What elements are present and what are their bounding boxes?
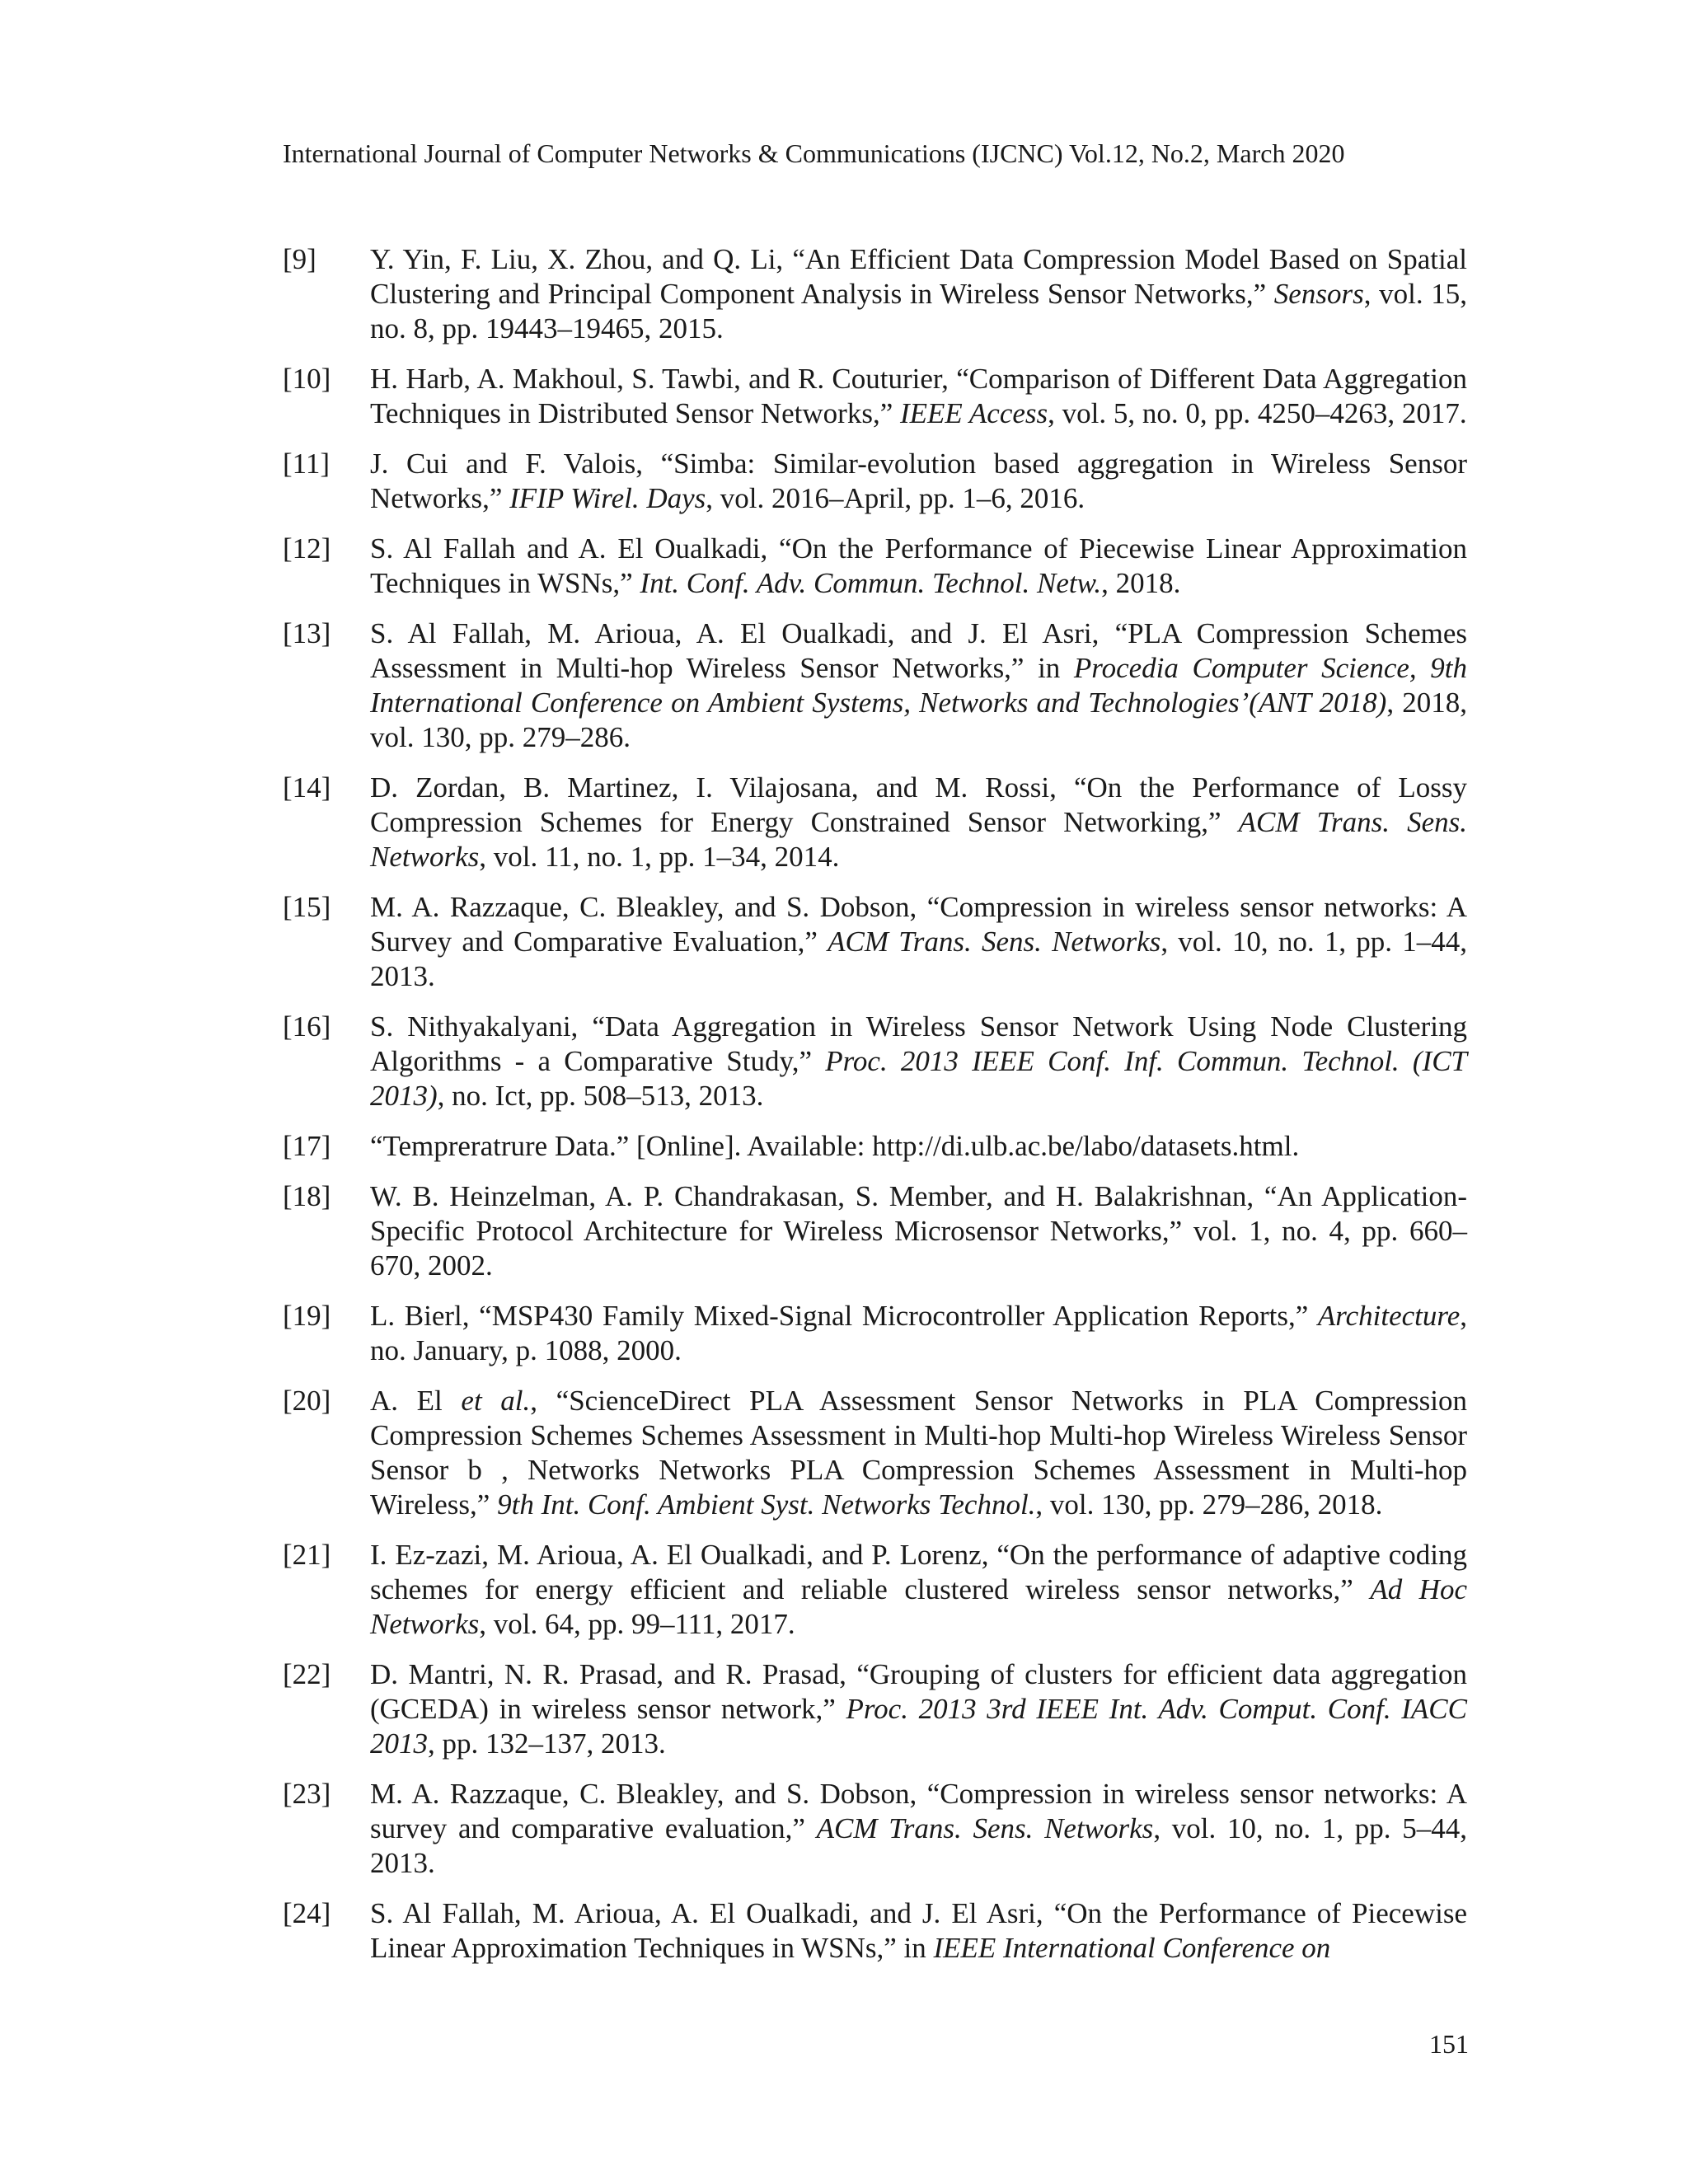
reference-segment: D. Zordan, B. Martinez, I. Vilajosana, and M. Rossi, “On the Performance of Lossy Compression Schemes for Energy Constrained Sensor Networking,” (370, 771, 1467, 838)
running-header: International Journal of Computer Networks & Communications (IJCNC) Vol.12, No.2, March 2020 (283, 138, 1345, 168)
reference-number: [13] (283, 617, 331, 649)
reference-number: [20] (283, 1385, 331, 1417)
reference-text (370, 243, 1467, 344)
reference-number: [9] (283, 243, 316, 275)
reference-segment: , vol. 5, no. 0, pp. 4250–4263, 2017. (1048, 397, 1467, 429)
reference-entry (283, 447, 1467, 516)
reference-segment: D. Mantri, N. R. Prasad, and R. Prasad, “Grouping of clusters for efficient data aggregation (GCEDA) in wireless sensor network,” (370, 1658, 1467, 1725)
reference-segment: Y. Yin, F. Liu, X. Zhou, and Q. Li, “An Efficient Data Compression Model Based on Spatial Clustering and Principal Component Analysis in Wireless Sensor Networks,” (370, 243, 1467, 310)
reference-segment: , vol. 64, pp. 99–111, 2017. (479, 1608, 795, 1640)
reference-segment: S. Al Fallah, M. Arioua, A. El Oualkadi, and J. El Asri, “On the Performance of Piecewise Linear Approximation Techniques in WSNs,” in (370, 1897, 1467, 1964)
reference-venue: ACM Trans. Sens. Networks (816, 1812, 1154, 1844)
reference-venue: Architecture (1317, 1300, 1461, 1332)
reference-segment: H. Harb, A. Makhoul, S. Tawbi, and R. Couturier, “Comparison of Different Data Aggregation Techniques in Distributed Sensor Networks,” (370, 363, 1467, 429)
reference-number: [23] (283, 1778, 331, 1810)
reference-venue: IEEE Access (900, 397, 1048, 429)
reference-text (370, 1539, 1467, 1640)
reference-text (370, 1180, 1467, 1282)
reference-venue: IFIP Wirel. Days (509, 482, 706, 514)
reference-text (370, 1897, 1467, 1964)
reference-text (370, 617, 1467, 753)
reference-segment: S. Nithyakalyani, “Data Aggregation in Wireless Sensor Network Using Node Clustering Algorithms - a Comparative Study,” (370, 1010, 1467, 1077)
reference-number: [19] (283, 1300, 331, 1332)
reference-number: [18] (283, 1180, 331, 1212)
reference-segment: , vol. 11, no. 1, pp. 1–34, 2014. (479, 841, 840, 873)
reference-venue: Proc. 2013 IEEE Conf. Inf. Commun. Technol. (ICT 2013) (370, 1045, 1467, 1112)
reference-number: [16] (283, 1010, 331, 1043)
reference-entry (283, 1129, 1467, 1164)
reference-entry (283, 242, 1467, 346)
page-number: 151 (1429, 2029, 1469, 2059)
reference-segment: A. El (370, 1385, 462, 1417)
reference-segment: L. Bierl, “MSP430 Family Mixed-Signal Microcontroller Application Reports,” (370, 1300, 1318, 1332)
reference-entry (283, 532, 1467, 601)
reference-venue: Proc. 2013 3rd IEEE Int. Adv. Comput. Conf. IACC 2013 (370, 1693, 1467, 1760)
reference-segment: S. Al Fallah, M. Arioua, A. El Oualkadi, and J. El Asri, “PLA Compression Schemes Assessment in Multi-hop Wireless Sensor Networks,” in (370, 617, 1467, 684)
reference-entry (283, 1896, 1467, 1966)
reference-venue: Sensors (1273, 278, 1364, 310)
reference-segment: , vol. 130, pp. 279–286, 2018. (1035, 1488, 1383, 1521)
reference-entry (283, 616, 1467, 755)
reference-number: [11] (283, 448, 331, 480)
reference-entry (283, 771, 1467, 874)
reference-segment: S. Al Fallah and A. El Oualkadi, “On the Performance of Piecewise Linear Approximation Techniques in WSNs,” (370, 532, 1467, 599)
reference-entry (283, 1010, 1467, 1113)
reference-number: [21] (283, 1539, 331, 1571)
reference-segment: , no. Ict, pp. 508–513, 2013. (437, 1080, 764, 1112)
reference-segment: , 2018, vol. 130, pp. 279–286. (370, 687, 1467, 753)
reference-entry (283, 1384, 1467, 1522)
reference-text (370, 1778, 1467, 1879)
reference-segment: , 2018. (1101, 567, 1181, 599)
reference-list (283, 242, 1467, 1981)
reference-number: [10] (283, 363, 331, 395)
reference-venue: Int. Conf. Adv. Commun. Technol. Netw. (640, 567, 1102, 599)
reference-segment: , vol. 15, no. 8, pp. 19443–19465, 2015. (370, 278, 1467, 344)
reference-segment: , vol. 2016–April, pp. 1–6, 2016. (706, 482, 1085, 514)
reference-text (370, 1130, 1299, 1162)
reference-venue: Procedia Computer Science, 9th International Conference on Ambient Systems, Networks and Technologies’(ANT 2018) (370, 652, 1467, 719)
reference-number: [22] (283, 1658, 331, 1690)
reference-venue: IEEE International Conference on (933, 1932, 1331, 1964)
reference-entry (283, 1538, 1467, 1642)
reference-segment: , “ScienceDirect PLA Assessment Sensor Networks in PLA Compression Compression Schemes Schemes Assessment in Multi-hop Multi-hop Wireless Wireless Sensor Sensor b , Networks Networks PLA Compression Schemes Assessment in Multi-hop Wireless,” (370, 1385, 1467, 1521)
reference-text (370, 891, 1467, 992)
reference-text (370, 363, 1467, 429)
reference-text (370, 448, 1467, 514)
reference-text (370, 1010, 1467, 1112)
reference-entry (283, 1179, 1467, 1283)
reference-number: [24] (283, 1897, 331, 1929)
reference-venue: et al. (461, 1385, 531, 1417)
reference-text (370, 1658, 1467, 1760)
reference-segment: I. Ez-zazi, M. Arioua, A. El Oualkadi, and P. Lorenz, “On the performance of adaptive coding schemes for energy efficient and reliable clustered wireless sensor networks,” (370, 1539, 1467, 1605)
reference-entry (283, 1777, 1467, 1881)
reference-venue: ACM Trans. Sens. Networks (370, 806, 1467, 873)
reference-segment: M. A. Razzaque, C. Bleakley, and S. Dobson, “Compression in wireless sensor networks: A survey and comparative evaluation,” (370, 1778, 1467, 1844)
reference-entry (283, 1657, 1467, 1761)
reference-venue: Ad Hoc Networks (370, 1573, 1467, 1640)
reference-number: [15] (283, 891, 331, 923)
reference-segment: , vol. 10, no. 1, pp. 1–44, 2013. (370, 926, 1467, 992)
reference-segment: “Tempreratrure Data.” [Online]. Available: http://di.ulb.ac.be/labo/datasets.html. (370, 1130, 1300, 1162)
reference-text (370, 771, 1467, 873)
reference-segment: M. A. Razzaque, C. Bleakley, and S. Dobson, “Compression in wireless sensor networks: A Survey and Comparative Evaluation,” (370, 891, 1467, 958)
reference-entry (283, 1299, 1467, 1368)
reference-text (370, 532, 1467, 599)
reference-venue: ACM Trans. Sens. Networks (828, 926, 1161, 958)
reference-segment: , vol. 10, no. 1, pp. 5–44, 2013. (370, 1812, 1467, 1879)
reference-number: [12] (283, 532, 331, 565)
reference-segment: J. Cui and F. Valois, “Simba: Similar-evolution based aggregation in Wireless Sensor Networks,” (370, 448, 1467, 514)
reference-number: [14] (283, 771, 331, 804)
reference-venue: 9th Int. Conf. Ambient Syst. Networks Technol. (497, 1488, 1036, 1521)
reference-segment: , no. January, p. 1088, 2000. (370, 1300, 1467, 1366)
reference-number: [17] (283, 1130, 331, 1162)
reference-segment: W. B. Heinzelman, A. P. Chandrakasan, S. Member, and H. Balakrishnan, “An Application-Specific Protocol Architecture for Wireless Microsensor Networks,” vol. 1, no. 4, pp. 660–670, 2002. (370, 1180, 1467, 1282)
reference-text (370, 1385, 1467, 1521)
reference-entry (283, 890, 1467, 994)
reference-text (370, 1300, 1467, 1366)
reference-entry (283, 362, 1467, 431)
reference-segment: , pp. 132–137, 2013. (428, 1727, 666, 1760)
